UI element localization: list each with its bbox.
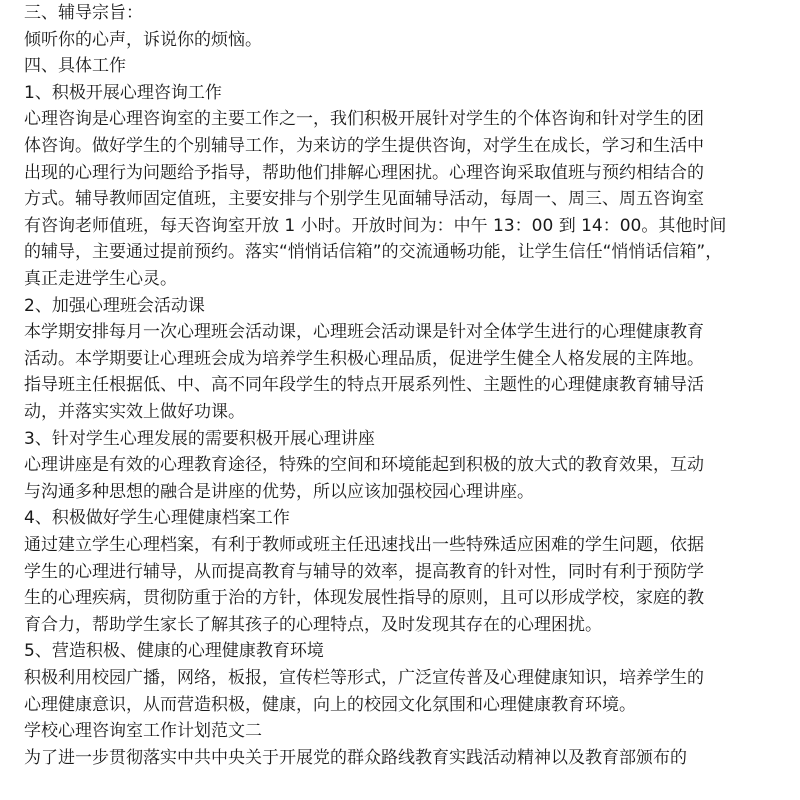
text-line: 倾听你的心声，诉说你的烦恼。 (24, 29, 262, 50)
text-line: 出现的心理行为问题给予指导，帮助他们排解心理困扰。心理咨询采取值班与预约相结合的 (24, 162, 704, 183)
text-line: 1、积极开展心理咨询工作 (24, 82, 222, 103)
text-line: 活动。本学期要让心理班会成为培养学生积极心理品质，促进学生健全人格发展的主阵地。 (24, 348, 704, 369)
text-line: 学生的心理进行辅导，从而提高教育与辅导的效率，提高教育的针对性，同时有利于预防学 (24, 561, 704, 582)
text-line: 学校心理咨询室工作计划范文二 (24, 721, 262, 742)
text-line: 方式。辅导教师固定值班，主要安排与个别学生见面辅导活动，每周一、周三、周五咨询室 (24, 189, 704, 210)
text-line: 三、辅导宗旨： (24, 3, 143, 23)
text-line: 3、针对学生心理发展的需要积极开展心理讲座 (24, 428, 375, 449)
text-line: 5、营造积极、健康的心理健康教育环境 (24, 641, 324, 662)
text-line: 生的心理疾病，贯彻防重于治的方针，体现发展性指导的原则，且可以形成学校，家庭的教 (24, 588, 704, 609)
text-line: 心理健康意识，从而营造积极，健康，向上的校园文化氛围和心理健康教育环境。 (24, 694, 636, 715)
text-line: 为了进一步贯彻落实中共中央关于开展党的群众路线教育实践活动精神以及教育部颁布的 (24, 747, 687, 768)
text-line: 本学期安排每月一次心理班会活动课，心理班会活动课是针对全体学生进行的心理健康教育 (24, 322, 704, 343)
text-line: 心理讲座是有效的心理教育途径，特殊的空间和环境能起到积极的放大式的教育效果，互动 (24, 455, 704, 476)
text-line: 的辅导，主要通过提前预约。落实“悄悄话信箱”的交流通畅功能，让学生信任“悄悄话信箱”， (24, 242, 723, 263)
text-line: 动，并落实实效上做好功课。 (24, 402, 245, 422)
text-line: 与沟通多种思想的融合是讲座的优势，所以应该加强校园心理讲座。 (24, 481, 534, 502)
text-line: 指导班主任根据低、中、高不同年段学生的特点开展系列性、主题性的心理健康教育辅导活 (24, 375, 704, 396)
text-line: 4、积极做好学生心理健康档案工作 (24, 508, 290, 529)
text-line: 2、加强心理班会活动课 (24, 295, 205, 316)
text-line: 心理咨询是心理咨询室的主要工作之一，我们积极开展针对学生的个体咨询和针对学生的团 (24, 109, 704, 130)
text-line: 育合力，帮助学生家长了解其孩子的心理特点，及时发现其存在的心理困扰。 (24, 614, 602, 635)
text-line: 真正走进学生心灵。 (24, 269, 177, 289)
text-line: 通过建立学生心理档案，有利于教师或班主任迅速找出一些特殊适应困难的学生问题，依据 (24, 535, 704, 555)
text-line: 体咨询。做好学生的个别辅导工作，为来访的学生提供咨询，对学生在成长，学习和生活中 (24, 136, 704, 156)
text-line: 积极利用校园广播，网络，板报，宣传栏等形式，广泛宣传普及心理健康知识，培养学生的 (24, 668, 704, 688)
text-line: 四、具体工作 (24, 56, 126, 77)
text-line: 有咨询老师值班，每天咨询室开放 1 小时。开放时间为：中午 13：00 到 14：00。其他时间 (24, 215, 727, 236)
